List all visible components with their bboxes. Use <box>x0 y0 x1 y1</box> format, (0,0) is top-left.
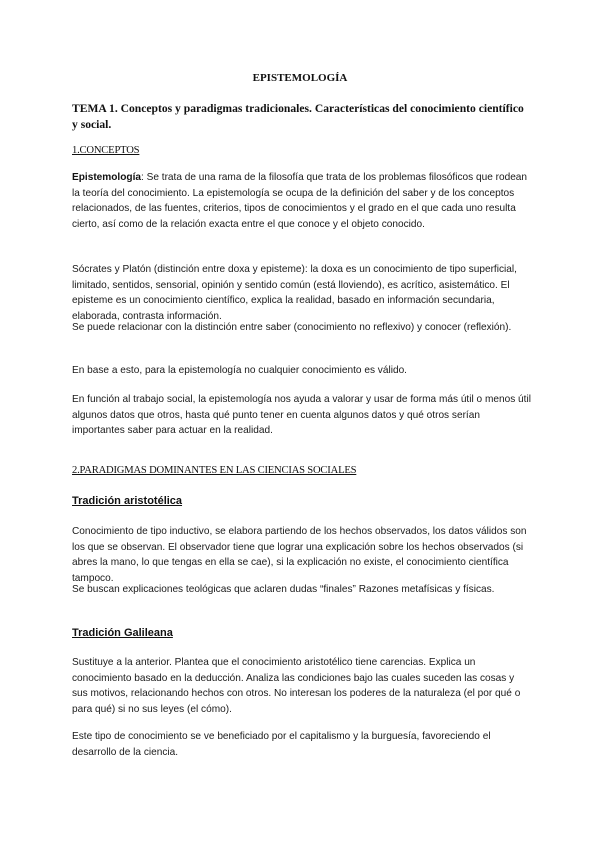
galileana-paragraph-1: Sustituye a la anterior. Plantea que el conocimiento aristotélico tiene carencias. Explica un conocimiento basado en la deducción. Analiza las condiciones bajo las cuales suceden las cosas y sus motivos, relacionando hechos con otros. No interesan los poderes de la naturaleza (el por qué o para qué) si no sus leyes (el cómo). <box>72 657 521 715</box>
subheading-galileana: Tradición Galileana <box>72 627 173 639</box>
tema-title: TEMA 1. Conceptos y paradigmas tradicionales. Características del conocimiento científico y social. <box>72 102 524 131</box>
aristotelica-paragraph-1: Conocimiento de tipo inductivo, se elabora partiendo de los hechos observados, los datos válidos son los que se observan. El observador tiene que lograr una explicación sobre los hechos observados (si abres la mano, lo que tengas en ella se cae), si la explicación no existe, el conocimiento científica tampoco. <box>72 526 527 584</box>
relacionar-paragraph: Se puede relacionar con la distinción entre saber (conocimiento no reflexivo) y conocer (reflexión). <box>72 322 512 333</box>
funcion-paragraph: En función al trabajo social, la epistemología nos ayuda a valorar y usar de forma más útil o menos útil algunos datos que otros, hasta qué punto tener en cuenta algunos datos y qué otros serían importantes saber para actuar en la realidad. <box>72 394 531 436</box>
galileana-paragraph-2: Este tipo de conocimiento se ve beneficiado por el capitalismo y la burguesía, favoreciendo el desarrollo de la ciencia. <box>72 731 491 758</box>
base-paragraph: En base a esto, para la epistemología no cualquier conocimiento es válido. <box>72 365 407 376</box>
definition-paragraph <box>72 170 532 232</box>
aristotelica-paragraph-2: Se buscan explicaciones teológicas que aclaren dudas “finales” Razones metafísicas y físicas. <box>72 584 495 595</box>
document-title: EPISTEMOLOGÍA <box>252 72 348 84</box>
socrates-paragraph: Sócrates y Platón (distinción entre doxa y episteme): la doxa es un conocimiento de tipo superficial, limitado, sentidos, sensorial, opinión y sentido común (está lloviendo), es acrítico, asistemático. El episteme es un conocimiento científico, explica la realidad, basado en información secundaria, elaborada, contrasta información. <box>72 264 517 322</box>
definition-term: Epistemología <box>72 172 141 183</box>
section-heading-paradigmas: 2.PARADIGMAS DOMINANTES EN LAS CIENCIAS SOCIALES <box>72 465 357 476</box>
definition-text: : Se trata de una rama de la filosofía que trata de los problemas filosóficos que rodean la teoría del conocimiento. La epistemología se ocupa de la definición del saber y de los conceptos relacionados, de las fuentes, criterios, tipos de conocimientos y el grado en el que cada uno resulta cierto, así como de la relación exacta entre el que conoce y el objeto conocido. <box>72 172 528 230</box>
subheading-aristotelica: Tradición aristotélica <box>72 495 183 507</box>
section-heading-conceptos: 1.CONCEPTOS <box>72 145 140 156</box>
